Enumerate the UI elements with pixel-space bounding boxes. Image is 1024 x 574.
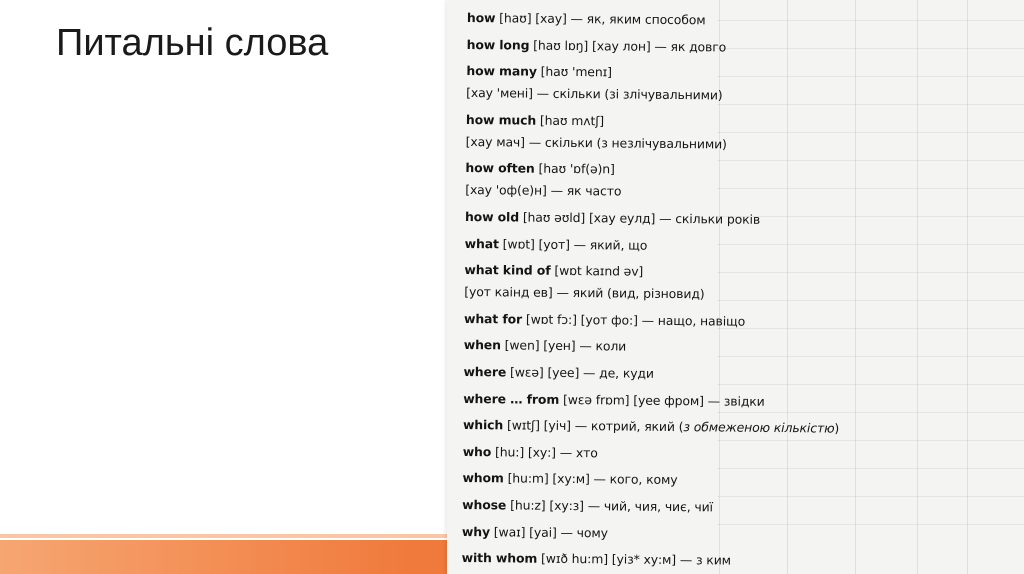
slide-title: Питальні слова xyxy=(56,22,329,64)
entry-translation: [haʊ əʊld] [хау еулд] — скільки років xyxy=(518,209,761,227)
entry-translation: [wɒt kaɪnd əv] xyxy=(550,262,644,279)
entry-word: what for xyxy=(463,310,523,327)
entry-translation: [hu:m] [ху:м] — кого, кому xyxy=(503,470,678,488)
entry-word: what kind of xyxy=(464,262,551,278)
entry-14 xyxy=(462,467,838,493)
entry-translation: [haʊ lɒŋ] [хау лон] — як довго xyxy=(529,37,727,55)
entry-2-line2: [хау 'мені] — скільки (зі злічувальними) xyxy=(466,85,723,103)
entry-tail: ) xyxy=(834,420,840,436)
entry-1 xyxy=(467,34,843,60)
entry-6 xyxy=(465,233,841,259)
entry-15 xyxy=(462,494,838,520)
entry-word: where … from xyxy=(463,390,560,407)
entry-word: how xyxy=(466,9,496,26)
entry-word: why xyxy=(461,523,491,539)
entry-13 xyxy=(463,441,839,467)
entry-word: how long xyxy=(466,36,530,53)
entry-4-line2: [хау 'оф(е)н] — як часто xyxy=(465,182,622,199)
entry-note: з обмеженою кількістю xyxy=(683,419,835,436)
entry-word: what xyxy=(464,235,499,251)
entry-word: how old xyxy=(464,208,520,225)
entry-word: where xyxy=(463,363,507,380)
entry-17 xyxy=(462,547,838,573)
entry-translation: [haʊ] [хау] — як, яким способом xyxy=(495,10,706,28)
entry-11 xyxy=(463,388,839,414)
entry-translation: [wen] [уен] — коли xyxy=(500,337,627,354)
entry-16 xyxy=(462,520,838,546)
question-words-list xyxy=(462,7,844,574)
entry-word: when xyxy=(463,337,501,353)
entry-translation: [wɪð hu:m] [уіз* ху:м] — з ким xyxy=(537,550,732,568)
entry-3-line2: [хау мач] — скільки (з незлічувальними) xyxy=(465,133,727,152)
entry-translation: [haʊ 'ɒf(ə)n] xyxy=(534,161,615,177)
scanned-page xyxy=(447,0,1024,574)
entry-translation: [waɪ] [уаі] — чому xyxy=(489,523,608,540)
entry-translation: [haʊ mʌtʃ] xyxy=(536,112,605,129)
entry-5 xyxy=(465,206,841,232)
entry-10 xyxy=(463,361,839,387)
entry-word: which xyxy=(462,417,504,433)
entry-word: who xyxy=(462,443,492,459)
entry-translation: [hu:z] [ху:з] — чий, чия, чиє, чиї xyxy=(506,497,714,515)
entry-word: with whom xyxy=(461,550,538,566)
entry-translation: [wɛə frɒm] [уее фром] — звідки xyxy=(559,391,765,409)
entry-translation: [wɪtʃ] [уіч] — котрий, який ( xyxy=(503,417,684,435)
entry-7-line2: [уот каінд ев] — який (вид, різновид) xyxy=(464,284,705,302)
entry-word: how often xyxy=(465,160,535,177)
entry-word: how many xyxy=(466,63,537,79)
entry-translation: [wɛə] [уее] — де, куди xyxy=(506,364,654,381)
entry-word: how much xyxy=(465,111,537,128)
entry-8 xyxy=(464,308,840,334)
entry-word: whom xyxy=(462,470,504,486)
entry-translation: [haʊ 'menɪ] xyxy=(536,63,612,80)
entry-translation: [hu:] [ху:] — хто xyxy=(491,443,598,460)
entry-translation: [wɒt] [уот] — який, що xyxy=(498,235,648,253)
entry-9 xyxy=(464,334,840,360)
entry-0 xyxy=(467,7,843,33)
entry-translation: [wɒt fɔ:] [уот фо:] — нащо, навіщо xyxy=(522,311,746,329)
entry-12 xyxy=(463,414,839,440)
entry-word: whose xyxy=(462,496,507,513)
